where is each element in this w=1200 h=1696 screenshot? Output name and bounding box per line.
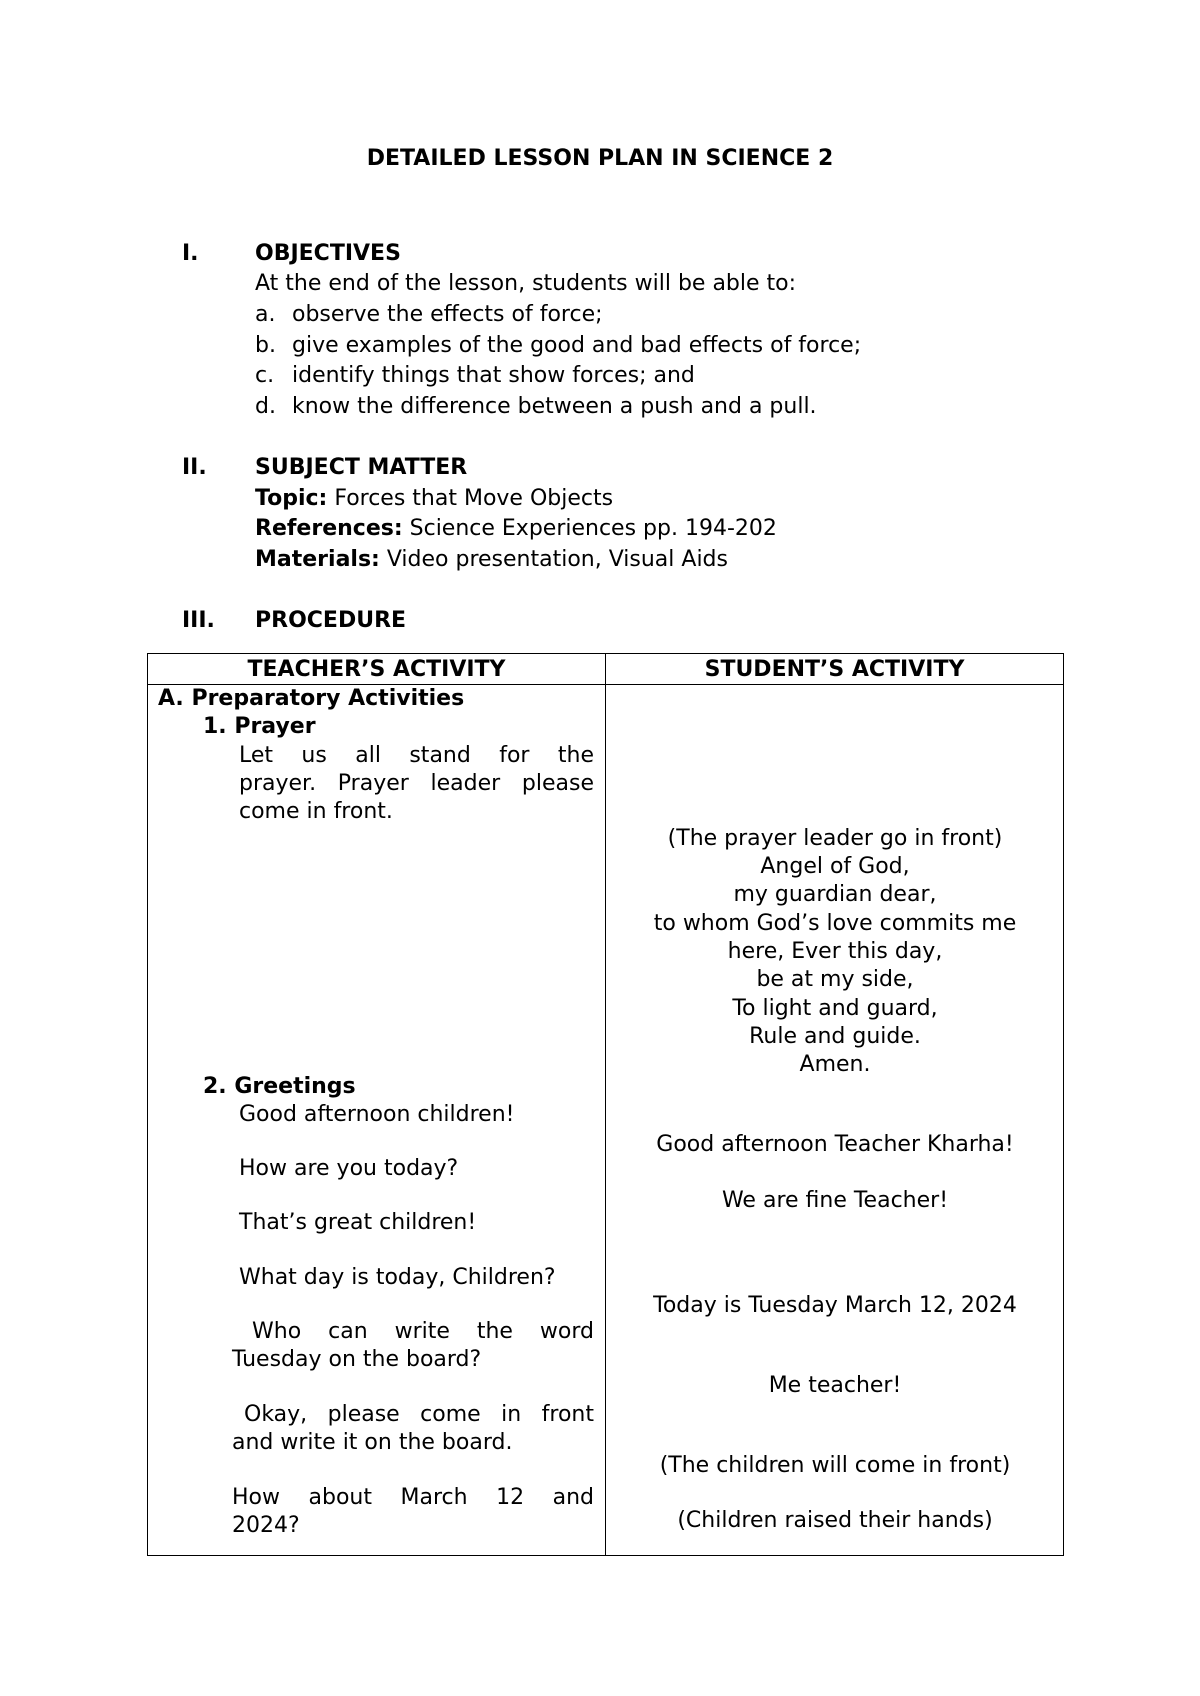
teacher-line: How about March 12 and [232, 1485, 594, 1510]
prayer-text-line: Rule and guide. [749, 1024, 921, 1049]
student-activity-header: STUDENT’S ACTIVITY [606, 654, 1064, 685]
prayer-instruction: come in front. [239, 799, 393, 824]
teacher-line: Good afternoon children! [239, 1102, 515, 1127]
objective-item: give examples of the good and bad effects of force; [292, 333, 862, 358]
teacher-line: Tuesday on the board? [232, 1347, 482, 1372]
subject-matter-number: II. [182, 455, 207, 480]
prayer-text-line: to whom God’s love commits me [653, 911, 1017, 936]
objective-letter: d. [255, 394, 276, 419]
greetings-heading: 2. Greetings [203, 1074, 356, 1099]
prayer-text-line: To light and guard, [732, 996, 938, 1021]
activity-table [147, 653, 1064, 1556]
prayer-heading: 1. Prayer [203, 714, 316, 739]
teacher-line: How are you today? [239, 1156, 459, 1181]
materials-value: Video presentation, Visual Aids [379, 547, 728, 572]
teacher-line: 2024? [232, 1513, 300, 1538]
procedure-heading: PROCEDURE [255, 608, 407, 633]
teacher-activity-header: TEACHER’S ACTIVITY [148, 654, 606, 685]
teacher-activity-cell [148, 685, 606, 1556]
student-line: Good afternoon Teacher Kharha! [656, 1132, 1014, 1157]
student-activity-cell [606, 685, 1064, 1556]
teacher-line: Who can write the word [252, 1319, 594, 1344]
prayer-text-line: here, Ever this day, [727, 939, 943, 964]
references-label: References: [255, 516, 403, 541]
teacher-line: and write it on the board. [232, 1430, 513, 1455]
student-line: Me teacher! [768, 1373, 902, 1398]
document-title: DETAILED LESSON PLAN IN SCIENCE 2 [366, 146, 834, 171]
procedure-number: III. [182, 608, 215, 633]
objective-item: observe the effects of force; [292, 302, 603, 327]
objectives-heading: OBJECTIVES [255, 241, 401, 266]
student-line: (The prayer leader go in front) [667, 826, 1003, 851]
objective-letter: b. [255, 333, 276, 358]
prayer-text-line: Angel of God, [760, 854, 910, 879]
topic-line [255, 486, 613, 511]
teacher-line: That’s great children! [239, 1210, 477, 1235]
prayer-instruction: prayer. Prayer leader please [239, 771, 594, 796]
prayer-text-line: my guardian dear, [733, 882, 937, 907]
prayer-instruction: Let us all stand for the [239, 743, 594, 768]
student-line: We are fine Teacher! [721, 1188, 949, 1213]
objectives-number: I. [182, 241, 199, 266]
topic-label: Topic: [255, 486, 328, 511]
objective-letter: c. [255, 363, 275, 388]
teacher-line: Okay, please come in front [244, 1402, 594, 1427]
teacher-line: What day is today, Children? [239, 1265, 556, 1290]
prayer-text-line: be at my side, [756, 967, 914, 992]
references-line [255, 516, 777, 541]
subject-matter-heading: SUBJECT MATTER [255, 455, 468, 480]
materials-line [255, 547, 728, 572]
materials-label: Materials: [255, 547, 380, 572]
topic-value: Forces that Move Objects [327, 486, 614, 511]
section-heading: A. Preparatory Activities [158, 686, 465, 711]
student-line: Today is Tuesday March 12, 2024 [653, 1293, 1017, 1318]
student-line: (Children raised their hands) [677, 1508, 993, 1533]
prayer-text-line: Amen. [799, 1052, 871, 1077]
objective-item: know the difference between a push and a pull. [292, 394, 817, 419]
student-line: (The children will come in front) [659, 1453, 1011, 1478]
objectives-intro: At the end of the lesson, students will be able to: [255, 271, 797, 296]
objective-item: identify things that show forces; and [292, 363, 695, 388]
references-value: Science Experiences pp. 194-202 [402, 516, 777, 541]
objective-letter: a. [255, 302, 276, 327]
